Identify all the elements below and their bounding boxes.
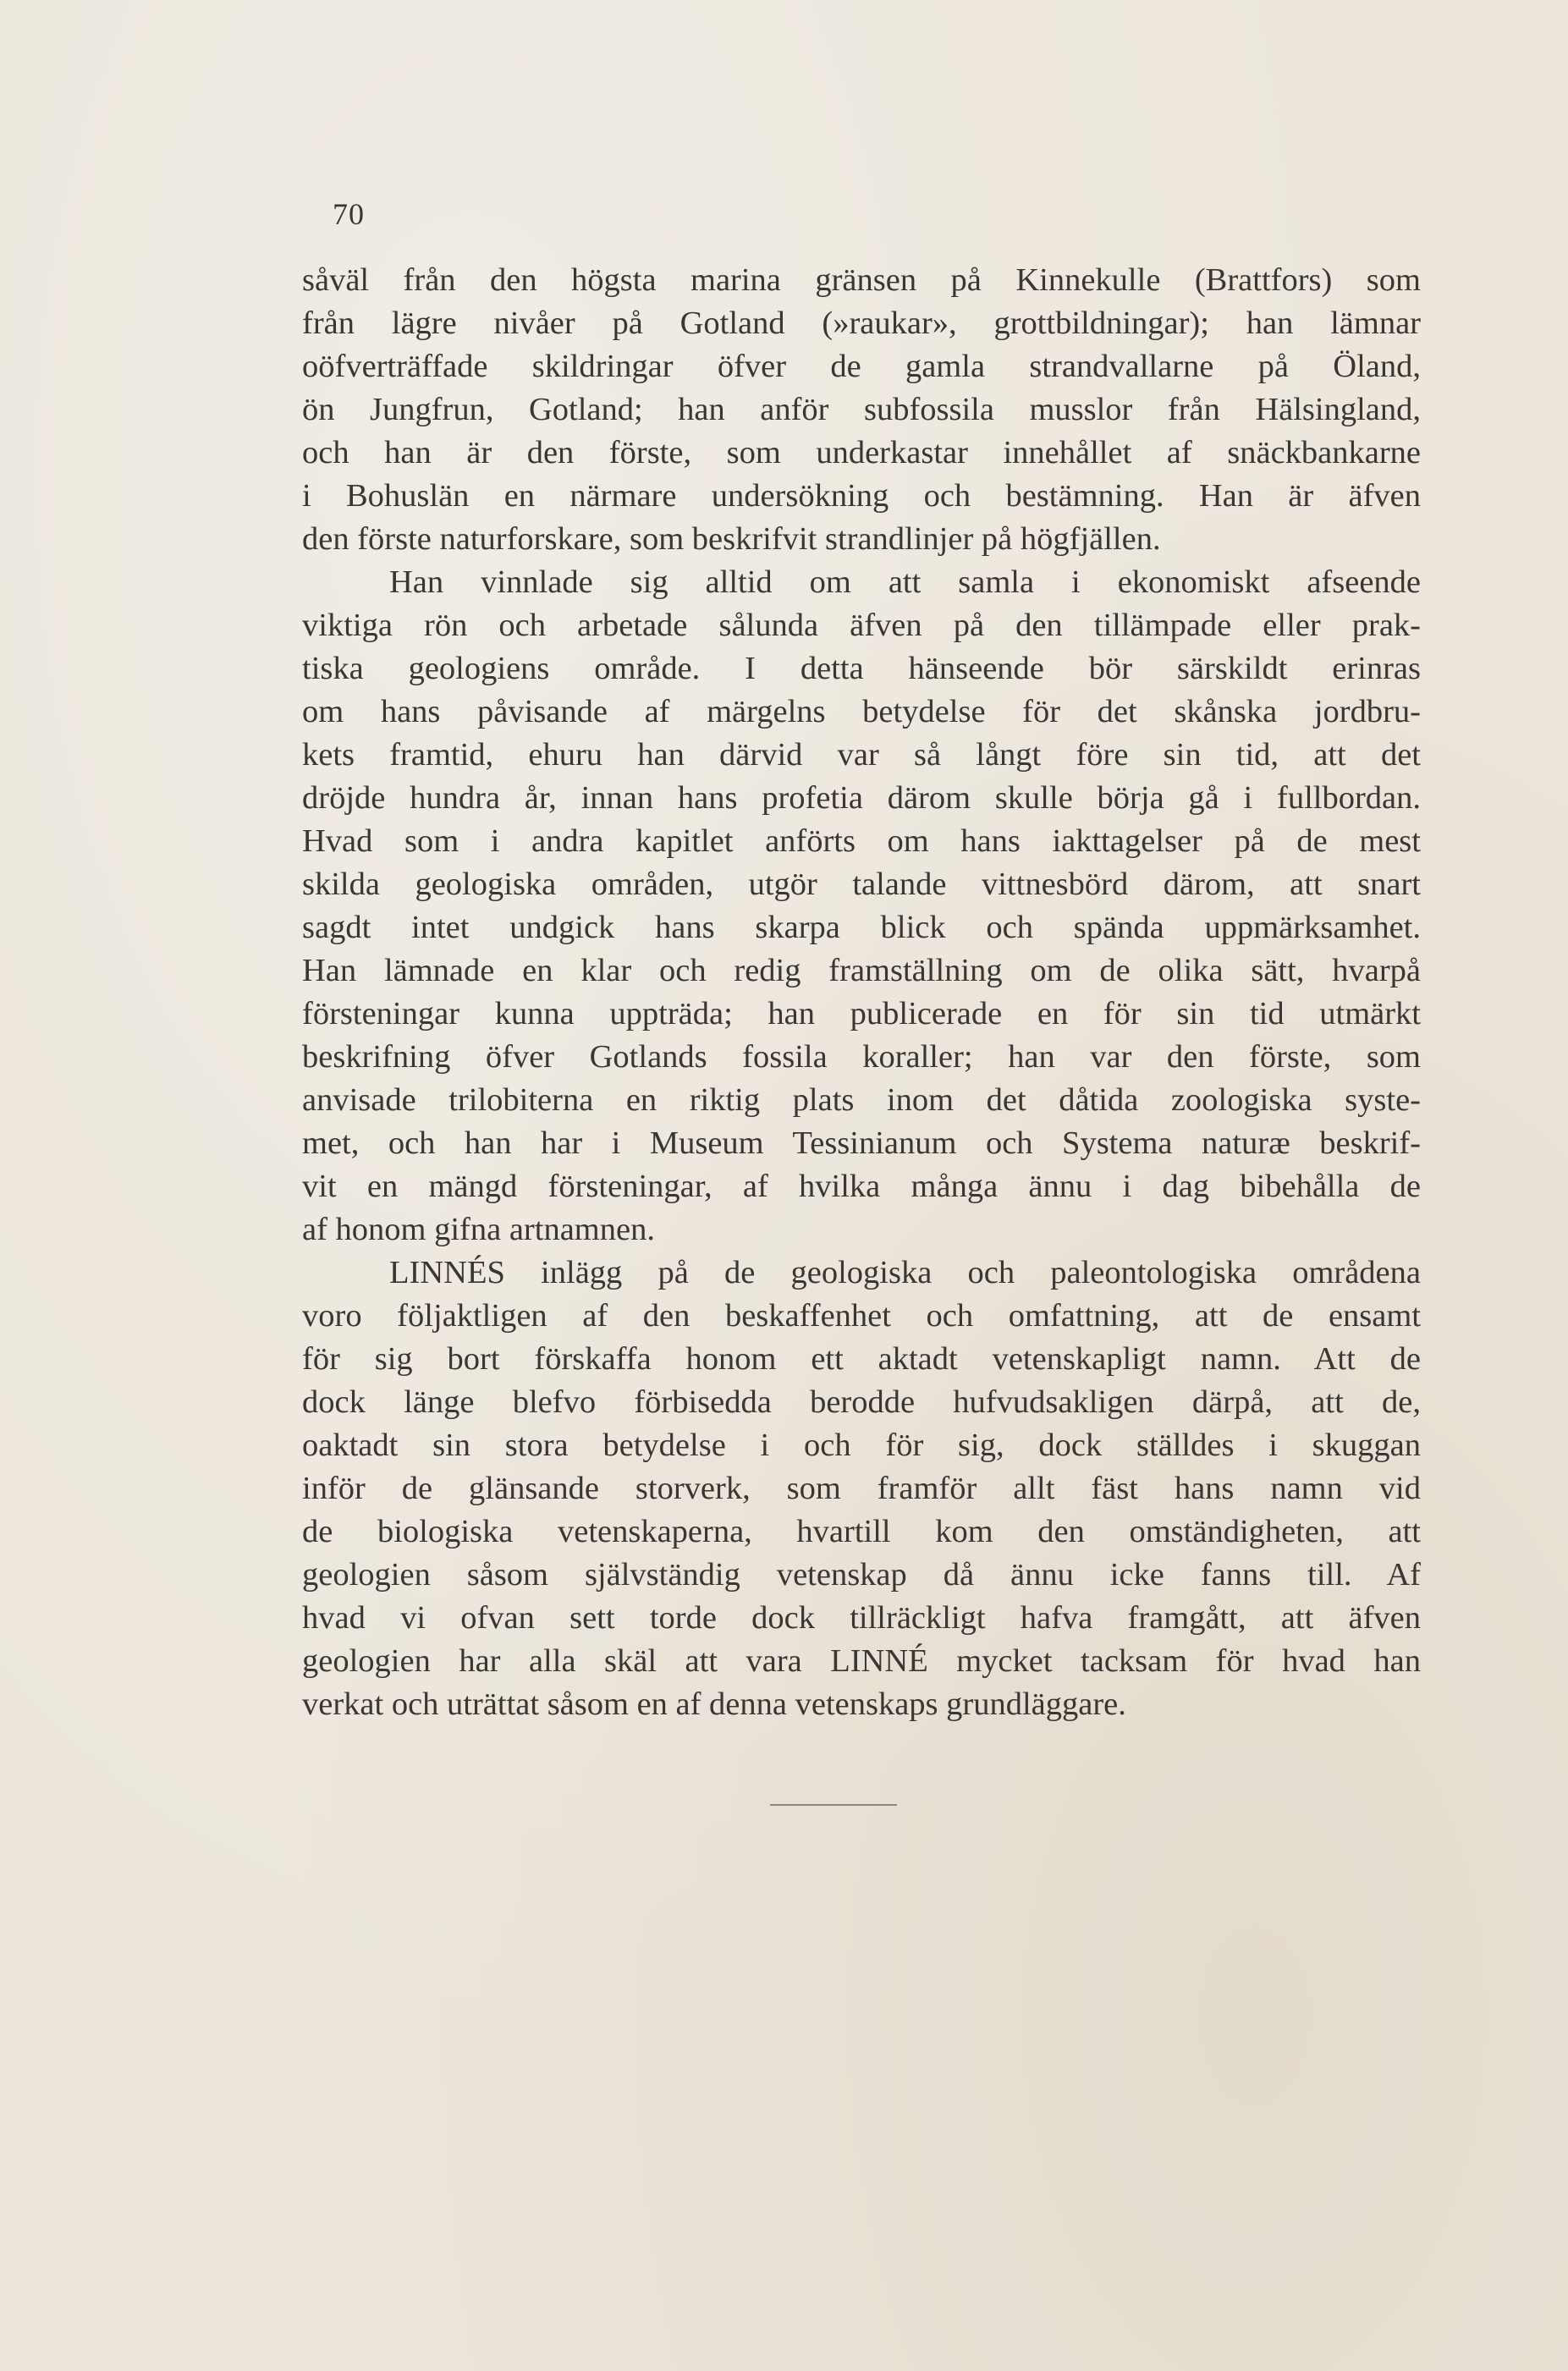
text-line: den förste naturforskare, som beskrifvit strandlinjer på högfjällen. xyxy=(302,521,1161,557)
text-line: för sig bort förskaffa honom ett aktadt vetenskapligt namn. Att de xyxy=(302,1341,1421,1377)
text-line: kets framtid, ehuru han därvid var så långt före sin tid, att det xyxy=(302,737,1421,773)
text-line: beskrifning öfver Gotlands fossila koraller; han var den förste, som xyxy=(302,1039,1421,1075)
text-line: met, och han har i Museum Tessinianum och Systema naturæ beskrif- xyxy=(302,1125,1421,1161)
text-line: och han är den förste, som underkastar innehållet af snäckbankarne xyxy=(302,435,1421,470)
text-line: Han vinnlade sig alltid om att samla i ekonomiskt afseende xyxy=(389,564,1421,600)
text-line: oaktadt sin stora betydelse i och för sig, dock ställdes i skuggan xyxy=(302,1428,1421,1463)
text-line: såväl från den högsta marina gränsen på Kinnekulle (Brattfors) som xyxy=(302,262,1421,298)
text-line: LINNÉS inlägg på de geologiska och paleontologiska områdena xyxy=(389,1255,1421,1290)
text-line: geologien har alla skäl att vara LINNÉ mycket tacksam för hvad han xyxy=(302,1643,1421,1679)
text-line: vit en mängd försteningar, af hvilka många ännu i dag bibehålla de xyxy=(302,1169,1421,1204)
text-line: om hans påvisande af märgelns betydelse för det skånska jordbru- xyxy=(302,694,1421,729)
text-line: ön Jungfrun, Gotland; han anför subfossila musslor från Hälsingland, xyxy=(302,392,1421,427)
text-line: voro följaktligen af den beskaffenhet och omfattning, att de ensamt xyxy=(302,1298,1421,1334)
body-text xyxy=(302,259,1421,1726)
text-line: sagdt intet undgick hans skarpa blick och spända uppmärksamhet. xyxy=(302,910,1421,945)
text-line: från lägre nivåer på Gotland (»raukar», grottbildningar); han lämnar xyxy=(302,305,1421,341)
text-line: anvisade trilobiterna en riktig plats inom det dåtida zoologiska syste- xyxy=(302,1082,1421,1118)
text-line: Han lämnade en klar och redig framställning om de olika sätt, hvarpå xyxy=(302,953,1421,988)
page-number: 70 xyxy=(333,197,365,231)
text-line: försteningar kunna uppträda; han publicerade en för sin tid utmärkt xyxy=(302,996,1421,1031)
text-line: dock länge blefvo förbisedda berodde hufvudsakligen därpå, att de, xyxy=(302,1384,1421,1420)
text-line: tiska geologiens område. I detta hänseende bör särskildt erinras xyxy=(302,651,1421,686)
text-line: de biologiska vetenskaperna, hvartill kom den omständigheten, att xyxy=(302,1514,1421,1549)
text-line: af honom gifna artnamnen. xyxy=(302,1212,655,1247)
text-line: hvad vi ofvan sett torde dock tillräckligt hafva framgått, att äfven xyxy=(302,1600,1421,1636)
text-line: inför de glänsande storverk, som framför allt fäst hans namn vid xyxy=(302,1471,1421,1506)
text-line: dröjde hundra år, innan hans profetia därom skulle börja gå i fullbordan. xyxy=(302,780,1421,816)
text-line: geologien såsom självständig vetenskap då ännu icke fanns till. Af xyxy=(302,1557,1421,1593)
text-line: verkat och uträttat såsom en af denna vetenskaps grundläggare. xyxy=(302,1686,1126,1722)
text-line: oöfverträffade skildringar öfver de gamla strandvallarne på Öland, xyxy=(302,349,1421,384)
text-line: viktiga rön och arbetade sålunda äfven på den tillämpade eller prak- xyxy=(302,608,1421,643)
end-rule xyxy=(770,1804,897,1806)
text-line: Hvad som i andra kapitlet anförts om hans iakttagelser på de mest xyxy=(302,823,1421,859)
text-line: i Bohuslän en närmare undersökning och bestämning. Han är äfven xyxy=(302,478,1421,514)
text-line: skilda geologiska områden, utgör talande vittnesbörd därom, att snart xyxy=(302,866,1421,902)
